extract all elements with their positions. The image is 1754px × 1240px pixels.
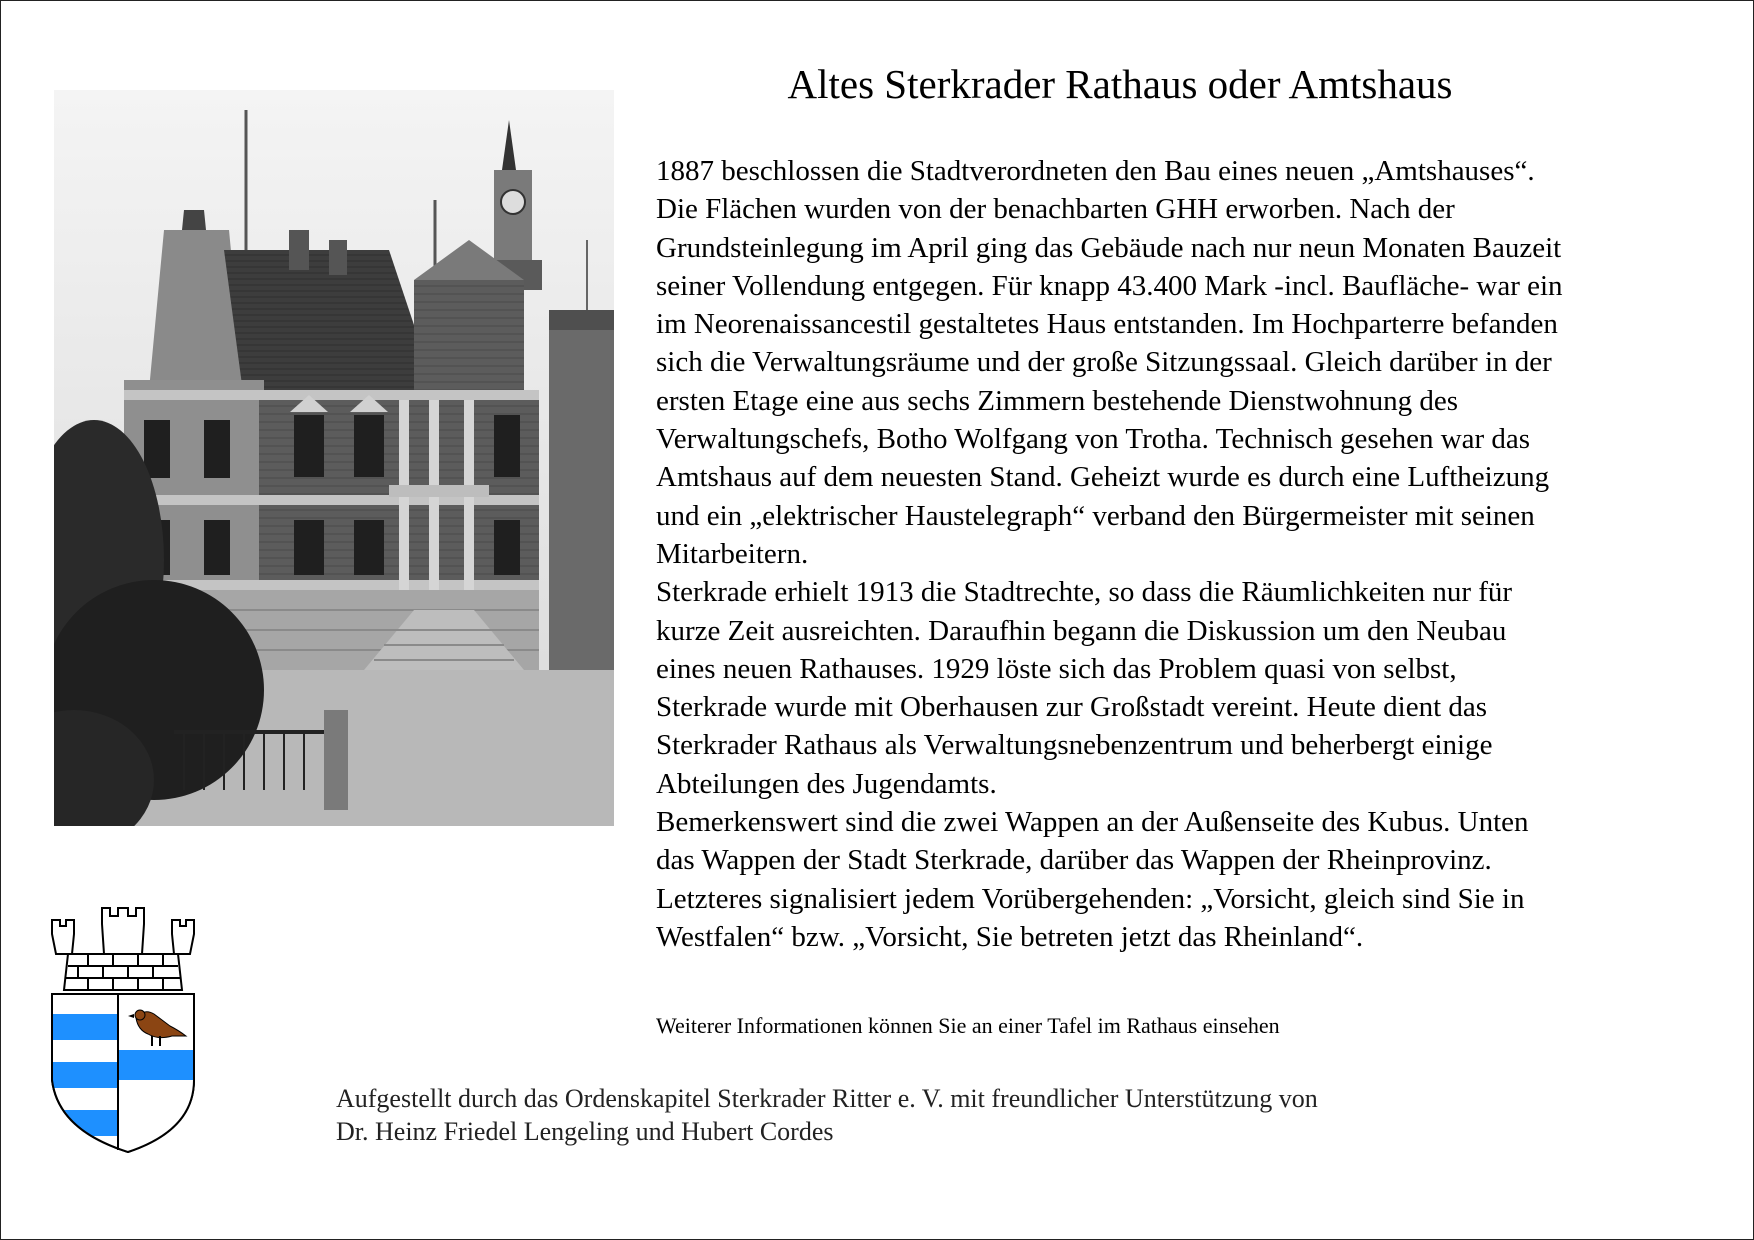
body-line: eines neuen Rathauses. 1929 löste sich das Problem quasi von selbst,	[656, 652, 1457, 685]
body-line: kurze Zeit ausreichten. Daraufhin begann die Diskussion um den Neubau	[656, 614, 1507, 647]
body-line: sich die Verwaltungsräume und der große Sitzungssaal. Gleich darüber in der	[656, 346, 1552, 379]
building-photo	[54, 90, 614, 826]
body-line: Mitarbeitern.	[656, 537, 809, 570]
credits-line: Aufgestellt durch das Ordenskapitel Sterkrader Ritter e. V. mit freundlicher Unterstützung von	[336, 1084, 1318, 1113]
body-line: das Wappen der Stadt Sterkrade, darüber das Wappen der Rheinprovinz.	[656, 844, 1492, 877]
body-line: Die Flächen wurden von der benachbarten GHH erworben. Nach der	[656, 193, 1455, 226]
body-line: Abteilungen des Jugendamts.	[656, 767, 997, 800]
body-line: Bemerkenswert sind die zwei Wappen an der Außenseite des Kubus. Unten	[656, 806, 1529, 839]
historic-building-photo-icon	[54, 90, 614, 826]
coat-of-arms	[48, 890, 198, 1158]
body-line: Letzteres signalisiert jedem Vorübergehenden: „Vorsicht, gleich sind Sie in	[656, 882, 1525, 915]
page-title: Altes Sterkrader Rathaus oder Amtshaus	[787, 61, 1453, 107]
credits-line: Dr. Heinz Friedel Lengeling und Hubert Cordes	[336, 1117, 834, 1146]
body-line: Sterkrade erhielt 1913 die Stadtrechte, so dass die Räumlichkeiten nur für	[656, 576, 1513, 609]
body-line: Verwaltungschefs, Botho Wolfgang von Trotha. Technisch gesehen war das	[656, 423, 1531, 456]
body-line: Amtshaus auf dem neuesten Stand. Geheizt wurde es durch eine Luftheizung	[656, 461, 1550, 494]
body-line: Sterkrade wurde mit Oberhausen zur Großstadt vereint. Heute dient das	[656, 691, 1488, 724]
sterkrade-coat-of-arms-icon	[48, 890, 198, 1158]
body-line: im Neorenaissancestil gestaltetes Haus entstanden. Im Hochparterre befanden	[656, 308, 1558, 341]
info-note: Weiterer Informationen können Sie an einer Tafel im Rathaus einsehen	[656, 1013, 1280, 1038]
body-line: 1887 beschlossen die Stadtverordneten den Bau eines neuen „Amtshauses“.	[656, 155, 1535, 187]
body-line: seiner Vollendung entgegen. Für knapp 43.400 Mark -incl. Baufläche- war ein	[656, 269, 1563, 302]
body-line: Sterkrader Rathaus als Verwaltungsnebenzentrum und beherbergt einige	[656, 729, 1493, 762]
body-line: Grundsteinlegung im April ging das Gebäude nach nur neun Monaten Bauzeit	[656, 231, 1562, 264]
body-line: Westfalen“ bzw. „Vorsicht, Sie betreten jetzt das Rheinland“.	[656, 920, 1364, 953]
body-line: ersten Etage eine aus sechs Zimmern bestehende Dienstwohnung des	[656, 384, 1459, 417]
body-line: und ein „elektrischer Haustelegraph“ verband den Bürgermeister mit seinen	[656, 499, 1535, 532]
credits	[336, 1082, 1318, 1148]
body-text	[656, 152, 1716, 956]
